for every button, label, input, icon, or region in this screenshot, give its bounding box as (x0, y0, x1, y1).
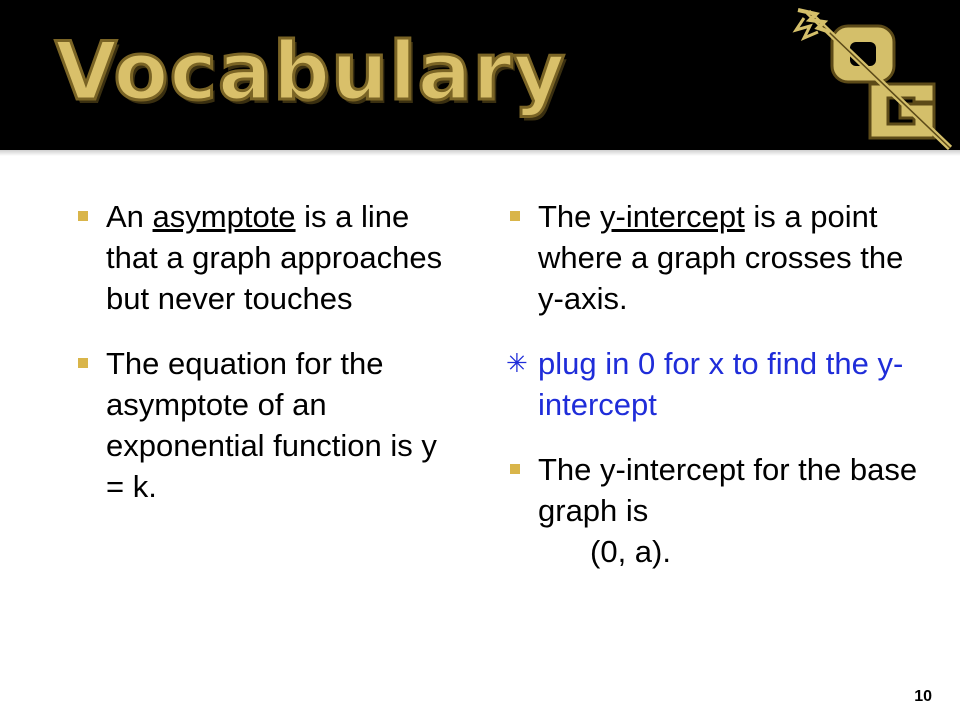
bullet-text-part2: is a point where a graph crosses the y-axis. (538, 199, 904, 316)
square-bullet-icon (510, 464, 520, 474)
asterisk-icon: ✳ (506, 348, 528, 378)
right-column (506, 196, 930, 596)
term-y-intercept: y-intercept (600, 199, 745, 234)
title-bar (0, 0, 960, 150)
square-bullet-icon (78, 211, 88, 221)
bullet-text-part1: The (538, 199, 601, 234)
og-logo-icon (790, 4, 960, 152)
bullet-text: plug in 0 for x to find the y-intercept (538, 346, 904, 422)
bullet-text-part1: An (106, 199, 153, 234)
bullet-base-graph-intercept (510, 449, 930, 572)
bullet-plug-in-zero (506, 343, 930, 425)
square-bullet-icon (510, 211, 520, 221)
bullet-asymptote-equation (78, 343, 458, 507)
square-bullet-icon (78, 358, 88, 368)
bullet-text-part2: is a line that a graph approaches but never touches (106, 199, 443, 316)
bullet-asymptote (78, 196, 458, 319)
header-divider (0, 150, 960, 156)
bullet-text: The equation for the asymptote of an exponential function is y = k. (106, 346, 437, 504)
left-column (78, 196, 458, 531)
intercept-value: (0, a). (590, 534, 671, 569)
logo-text: OG (790, 4, 792, 5)
term-asymptote: asymptote (152, 199, 296, 234)
bullet-text: The y-intercept for the base graph is (538, 452, 918, 528)
page-number: 10 (914, 688, 932, 705)
bullet-y-intercept (510, 196, 930, 319)
slide-title: Vocabulary (55, 25, 567, 118)
